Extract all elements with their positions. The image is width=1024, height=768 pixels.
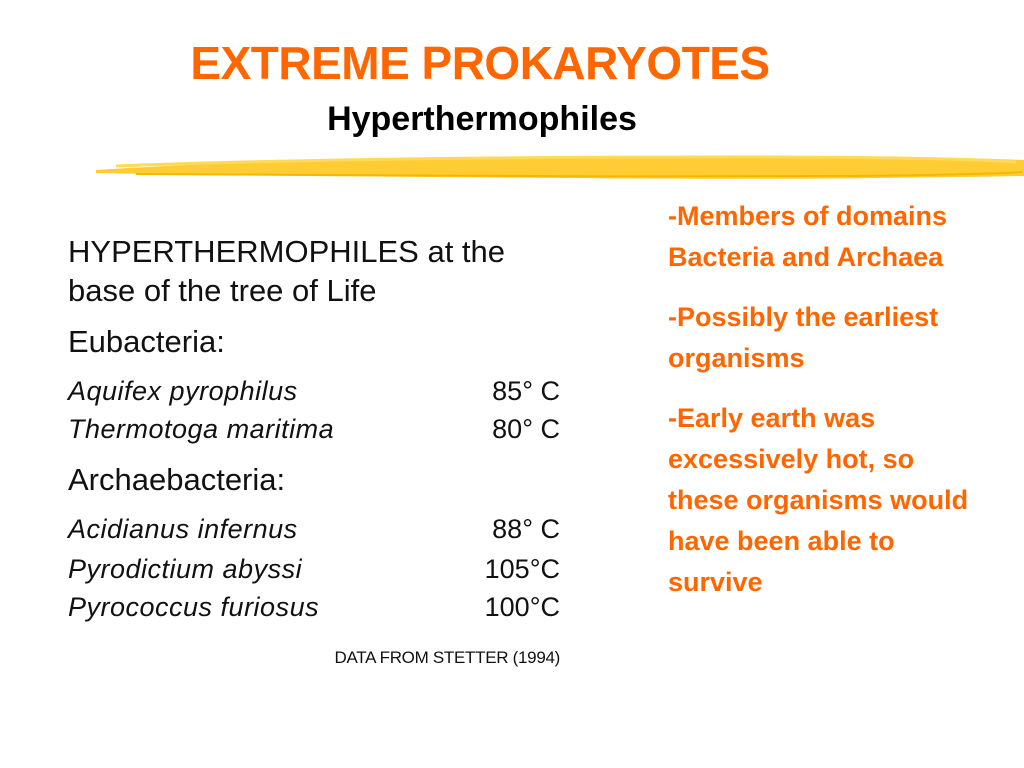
species-name: Acidianus infernus [68, 514, 298, 544]
temperature-value: 105°C [484, 554, 560, 584]
group-label-eubacteria: Eubacteria: [68, 324, 225, 359]
hyperthermophiles-figure [64, 220, 574, 680]
temperature-value: 85° C [492, 376, 560, 406]
table-row [68, 376, 568, 414]
table-row [68, 592, 568, 630]
slide-subtitle: Hyperthermophiles [327, 100, 637, 138]
temperature-value: 88° C [492, 514, 560, 544]
species-name: Aquifex pyrophilus [68, 376, 298, 406]
table-row [68, 514, 568, 552]
figure-heading: HYPERTHERMOPHILES at the base of the tree of Life [68, 234, 506, 308]
slide-title: EXTREME PROKARYOTES [190, 37, 770, 89]
notes-list [668, 196, 988, 622]
figure-source-citation: DATA FROM STETTER (1994) [334, 648, 560, 667]
note-item: -Possibly the earliest organisms [668, 302, 939, 373]
species-name: Pyrodictium abyssi [68, 554, 303, 584]
temperature-value: 100°C [484, 592, 560, 622]
temperature-value: 80° C [492, 414, 560, 444]
species-name: Pyrococcus furiosus [68, 592, 320, 622]
table-row [68, 414, 568, 452]
group-label-archaebacteria: Archaebacteria: [68, 462, 286, 497]
table-row [68, 554, 568, 592]
brush-stroke-divider [96, 150, 1024, 186]
note-item: -Early earth was excessively hot, so these organisms would have been able to survive [668, 403, 969, 597]
note-item: -Members of domains Bacteria and Archaea [668, 201, 948, 272]
species-name: Thermotoga maritima [68, 414, 335, 444]
